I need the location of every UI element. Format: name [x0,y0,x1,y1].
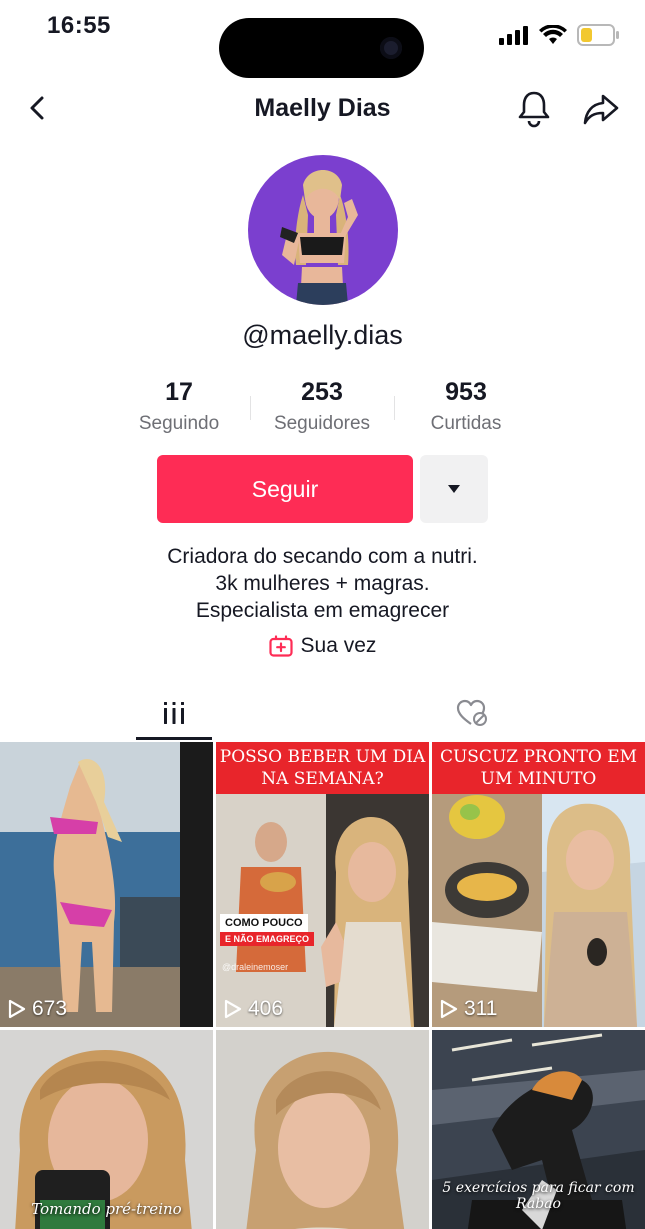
suggested-accounts-button[interactable] [420,455,488,523]
avatar-photo [248,155,398,305]
video-thumbnail[interactable] [432,742,645,1027]
page-title: Maelly Dias [254,94,391,122]
profile-handle: @maelly.dias [242,320,403,350]
tab-liked-private[interactable] [434,685,510,741]
avatar[interactable] [248,155,398,305]
wifi-icon [539,25,567,45]
video-thumbnail[interactable] [216,1030,429,1229]
camera-icon [380,37,402,59]
view-count-value: 673 [32,997,68,1020]
video-thumbnail[interactable] [0,742,213,1027]
video-caption: Tomando pré-treino [31,1200,182,1218]
stat-likes-label: Curtidas [430,413,502,434]
status-bar [0,0,645,80]
video-caption: 5 exercícios para ficar com Rabao [442,1180,635,1212]
follow-button[interactable]: Seguir [157,455,413,523]
dynamic-island [219,18,424,78]
view-count-value: 406 [248,997,284,1020]
bell-icon [514,88,554,128]
video-banner: CUSCUZ PRONTO EM UM MINUTO [432,742,645,794]
add-event-icon [269,635,293,657]
stat-likes-count: 953 [445,378,487,406]
stat-followers[interactable] [247,378,397,435]
stat-following-label: Seguindo [138,413,220,434]
video-thumbnail[interactable] [216,742,429,1027]
profile-bio [0,543,645,624]
stat-likes[interactable] [391,378,541,435]
video-tag: @draleinemoser [222,962,289,972]
tab-videos[interactable] [136,685,212,741]
view-count [8,997,67,1021]
liked-hidden-icon [456,699,488,727]
tab-active-indicator [136,737,212,740]
video-banner: POSSO BEBER UM DIA NA SEMANA? [216,742,429,794]
video-caption: COMO POUCO [220,914,308,932]
notifications-button[interactable] [514,88,554,128]
grid-icon [162,701,186,725]
play-icon [224,999,242,1019]
status-time: 16:55 [47,12,111,39]
video-thumbnail[interactable] [432,1030,645,1229]
video-thumbnail-image [0,742,213,1027]
share-arrow-icon [582,90,620,128]
video-thumbnail-image [216,1030,429,1229]
bio-line: Especialista em emagrecer [195,599,450,622]
share-button[interactable] [582,90,620,128]
video-grid [0,742,645,1229]
battery-icon [577,24,619,46]
profile-link[interactable] [0,634,645,658]
view-count [224,997,283,1021]
bio-line: Criadora do secando com a nutri. [167,545,478,568]
profile-stats [0,378,645,438]
stat-followers-count: 253 [301,378,343,406]
caret-down-icon [447,484,461,494]
video-caption: E NÃO EMAGREÇO [220,932,314,946]
view-count-value: 311 [464,997,498,1020]
profile-tabs [0,685,645,741]
stat-following[interactable] [104,378,254,435]
profile-header [0,80,645,140]
video-thumbnail[interactable] [0,1030,213,1229]
stat-following-count: 17 [165,378,193,406]
play-icon [440,999,458,1019]
bio-line: 3k mulheres + magras. [215,572,430,595]
stat-followers-label: Seguidores [273,413,371,434]
status-icons [499,24,619,46]
signal-icon [499,25,529,45]
profile-link-label: Sua vez [300,634,377,657]
view-count [440,997,497,1021]
play-icon [8,999,26,1019]
